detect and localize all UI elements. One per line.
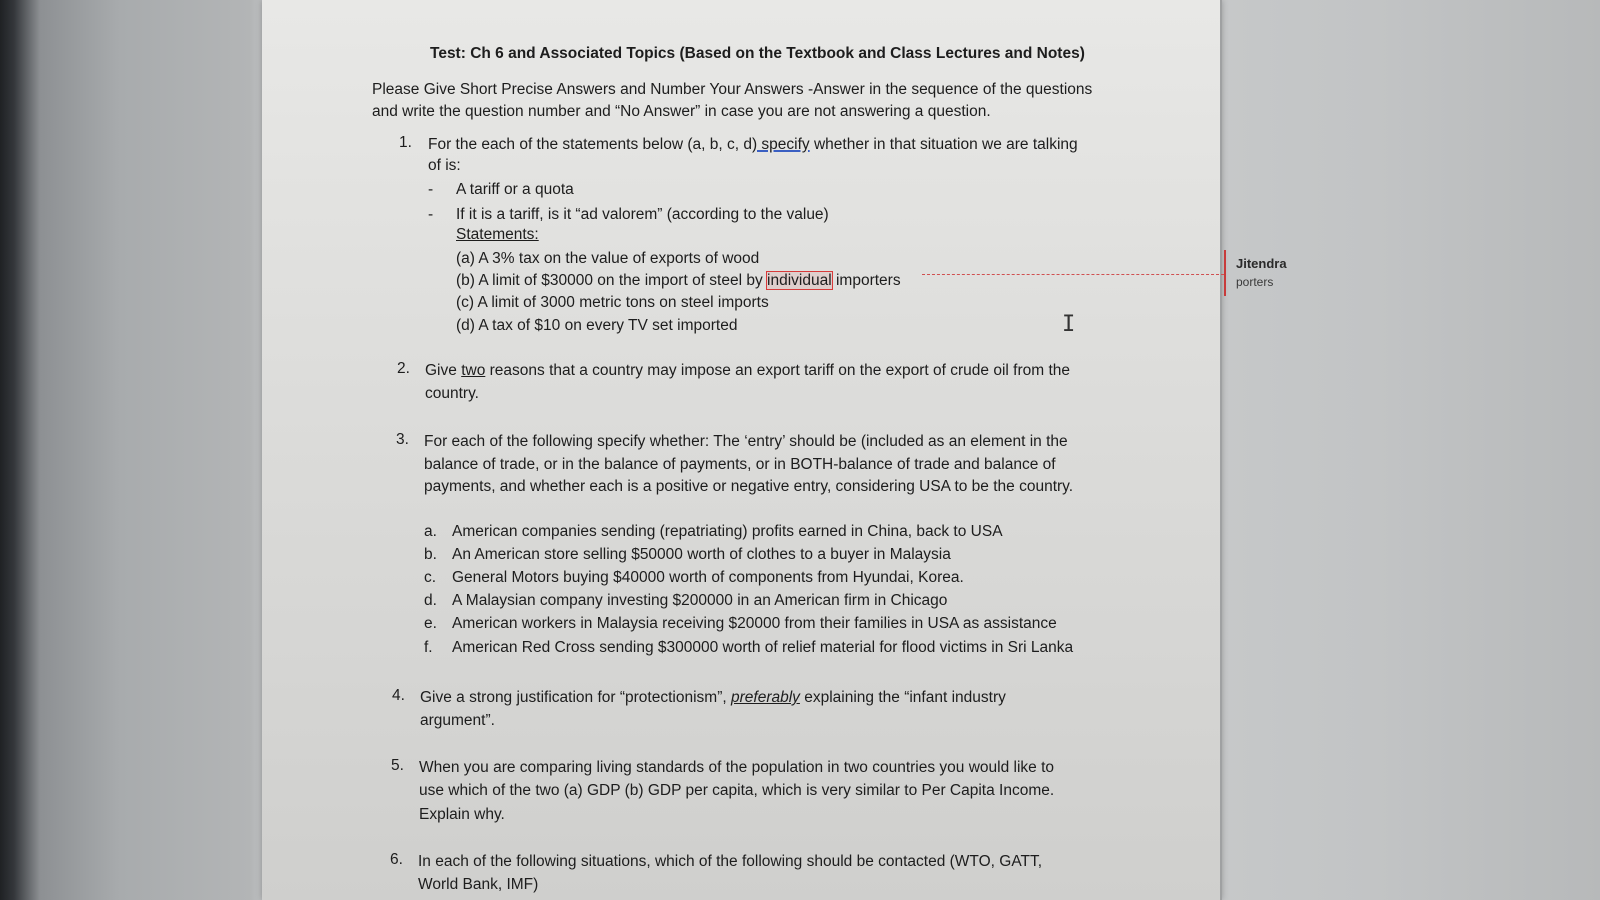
q4-line-2: argument”.	[420, 712, 495, 729]
q1-bullet-marker-1: -	[428, 181, 434, 198]
comment-author[interactable]: Jitendra	[1236, 256, 1287, 271]
q1-bullet-marker-2: -	[428, 206, 434, 223]
statement-c: (c) A limit of 3000 metric tons on steel imports	[456, 294, 769, 311]
q3-item: An American store selling $50000 worth of clothes to a buyer in Malaysia	[452, 546, 951, 563]
statement-d: (d) A tax of $10 on every TV set imported	[456, 317, 738, 334]
q3-line-2: balance of trade, or in the balance of payments, or in BOTH-balance of trade and balance of	[424, 456, 1056, 473]
q4-line-1: Give a strong justification for “protectionism”, preferably explaining the “infant industry	[420, 689, 1006, 706]
comment-marker	[1224, 250, 1226, 296]
q3-item: A Malaysian company investing $200000 in an American firm in Chicago	[452, 592, 948, 609]
q1-number: 1.	[399, 134, 412, 151]
spelling-flag[interactable]: ) specify	[751, 136, 810, 153]
q2-number: 2.	[397, 360, 410, 377]
q3-item: General Motors buying $40000 worth of components from Hyundai, Korea.	[452, 569, 964, 586]
q3-number: 3.	[396, 431, 409, 448]
q3-line-3: payments, and whether each is a positive or negative entry, considering USA to be the country.	[424, 478, 1074, 495]
q5-number: 5.	[391, 757, 404, 774]
q3-line-1: For each of the following specify whether: The ‘entry’ should be (included as an element in the	[424, 433, 1068, 450]
q2-line-1: Give two reasons that a country may impose an export tariff on the export of crude oil from the	[425, 362, 1071, 379]
q3-item: American Red Cross sending $300000 worth of relief material for flood victims in Sri Lanka	[452, 639, 1074, 656]
q3-item-letter: c.	[424, 569, 437, 586]
q1-bullet-2: If it is a tariff, is it “ad valorem” (according to the value)	[456, 206, 829, 223]
statement-a: (a) A 3% tax on the value of exports of wood	[456, 250, 760, 267]
q5-line-1: When you are comparing living standards of the population in two countries you would like to	[419, 759, 1055, 776]
text-cursor-icon: I	[1062, 312, 1076, 337]
q5-line-2: use which of the two (a) GDP (b) GDP per capita, which is very similar to Per Capita Income.	[419, 782, 1055, 799]
q1-bullet-1: A tariff or a quota	[456, 181, 574, 198]
q3-item: American workers in Malaysia receiving $20000 from their families in USA as assistance	[452, 615, 1057, 632]
statement-b: (b) A limit of $30000 on the import of steel by individual importers	[456, 272, 901, 289]
q3-item-letter: f.	[424, 639, 433, 656]
statements-label: Statements:	[456, 226, 539, 243]
q3-item-letter: d.	[424, 592, 437, 609]
q3-item-letter: a.	[424, 523, 437, 540]
q3-item-letter: b.	[424, 546, 437, 563]
q4-number: 4.	[392, 687, 405, 704]
q1-line-2: of is:	[428, 157, 461, 174]
q1-line-1: For the each of the statements below (a, b, c, d) specify whether in that situation we are talking	[428, 136, 1078, 153]
instructions-line-1: Please Give Short Precise Answers and Number Your Answers -Answer in the sequence of the questions	[372, 81, 1093, 98]
q3-item: American companies sending (repatriating) profits earned in China, back to USA	[452, 523, 1003, 540]
q2-line-2: country.	[425, 385, 479, 402]
comment-connector	[922, 274, 1224, 275]
commented-word[interactable]: individual	[767, 272, 832, 289]
q6-line-1: In each of the following situations, which of the following should be contacted (WTO, GATT,	[418, 853, 1043, 870]
q3-item-letter: e.	[424, 615, 437, 632]
q6-line-2: World Bank, IMF)	[418, 876, 539, 893]
page-edge	[1220, 0, 1222, 900]
q5-line-3: Explain why.	[419, 806, 505, 823]
document-title: Test: Ch 6 and Associated Topics (Based on the Textbook and Class Lectures and Notes)	[430, 45, 1085, 62]
q6-number: 6.	[390, 851, 403, 868]
margin-area	[1222, 0, 1600, 900]
comment-text[interactable]: porters	[1236, 275, 1274, 289]
instructions-line-2: and write the question number and “No Answer” in case you are not answering a question.	[372, 103, 991, 120]
